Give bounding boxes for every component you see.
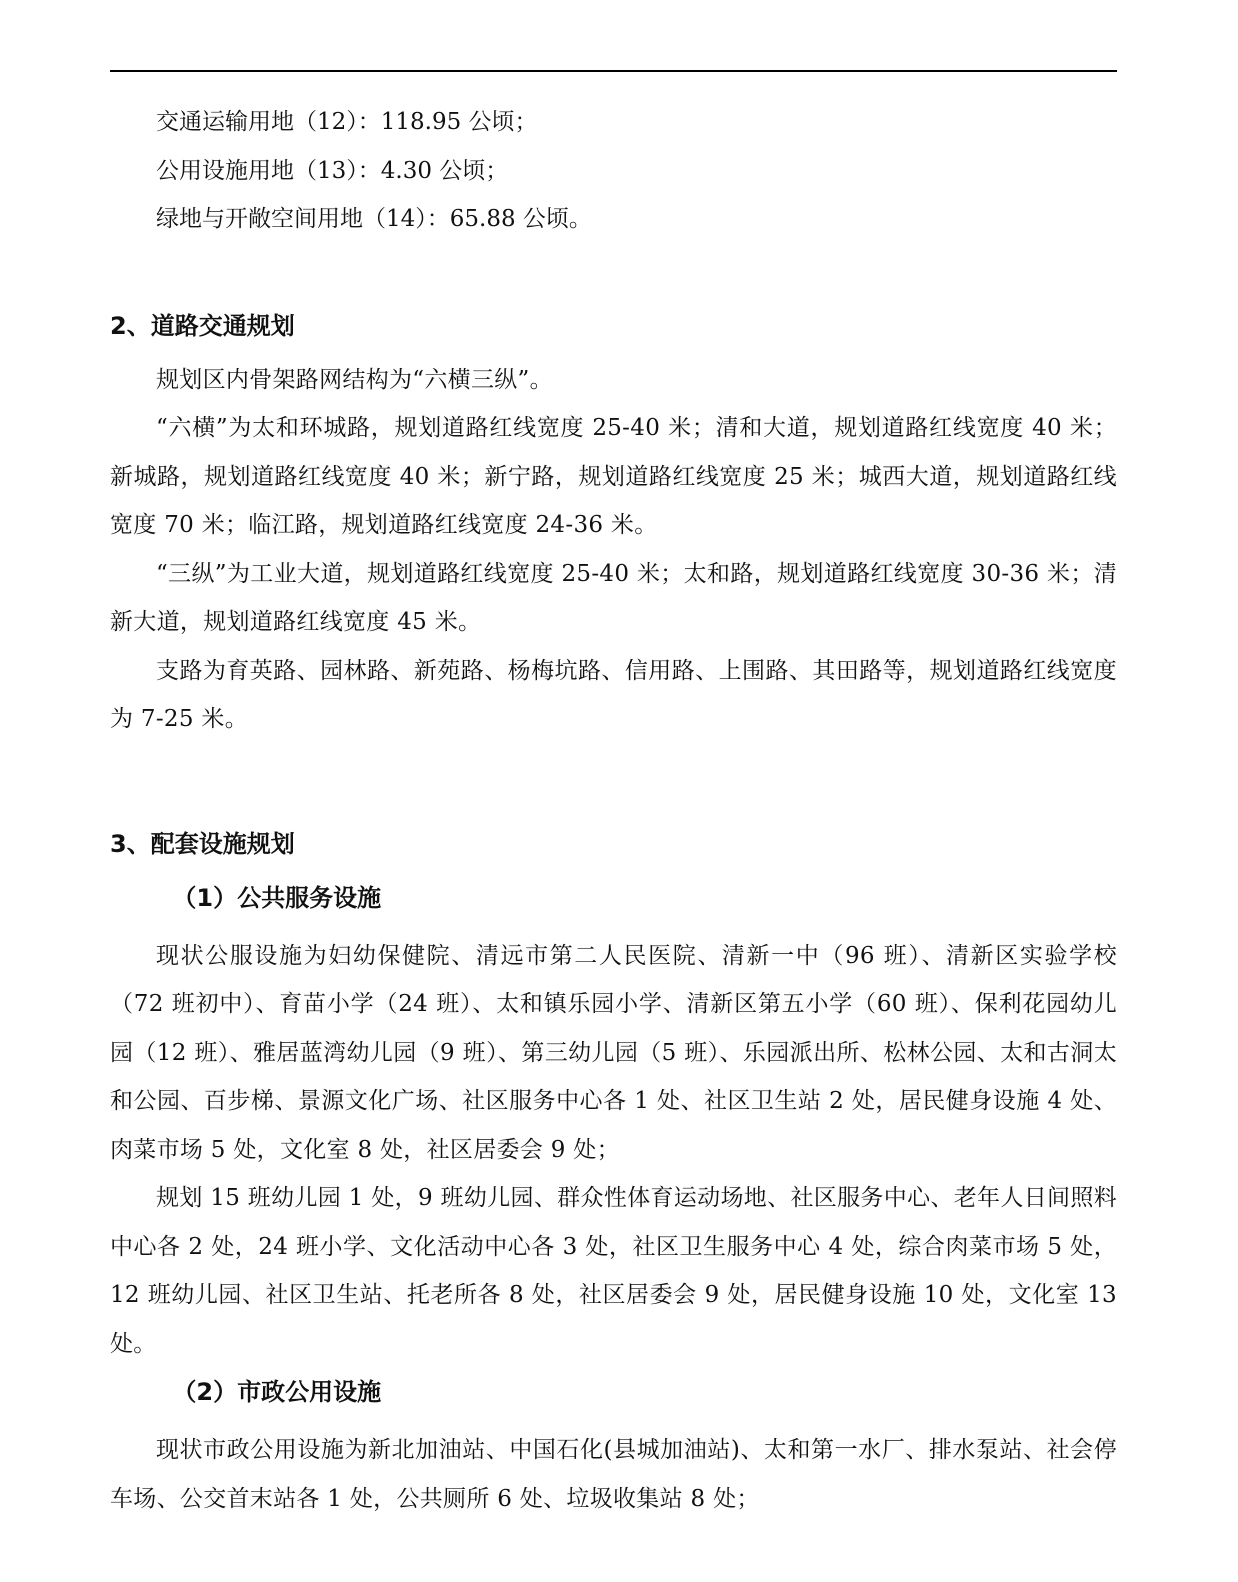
land-use-utilities: 公用设施用地（13）：4.30 公顷； (156, 157, 509, 184)
header-rule (110, 70, 1117, 72)
paragraph-existing-public-services: 现状公服设施为妇幼保健院、清远市第二人民医院、清新一中（96 班）、清新区实验学校（72 班初中）、育苗小学（24 班）、太和镇乐园小学、清新区第五小学（60 班）、保利花园幼儿园（12 班）、雅居蓝湾幼儿园（9 班）、第三幼儿园（5 班）、乐园派出所、松林公园、太和古洞太和公园、百步梯、景源文化广场、社区服务中心各 1 处、社区卫生站 2 处，居民健身设施 4 处、肉菜市场 5 处，文化室 8 处，社区居委会 9 处； (110, 942, 1117, 1163)
paragraph-three-vertical: “三纵”为工业大道，规划道路红线宽度 25-40 米；太和路，规划道路红线宽度 30-36 米；清新大道，规划道路红线宽度 45 米。 (110, 560, 1117, 635)
paragraph-planned-public-services: 规划 15 班幼儿园 1 处，9 班幼儿园、群众性体育运动场地、社区服务中心、老年人日间照料中心各 2 处，24 班小学、文化活动中心各 3 处，社区卫生服务中心 4 处，综合肉菜市场 5 处，12 班幼儿园、社区卫生站、托老所各 8 处，社区居委会 9 处，居民健身设施 10 处，文化室 13 处。 (110, 1185, 1117, 1357)
subsection-heading-public-services: （1）公共服务设施 (172, 883, 382, 912)
paragraph-existing-municipal-utilities: 现状市政公用设施为新北加油站、中国石化(县城加油站)、太和第一水厂、排水泵站、社会停车场、公交首末站各 1 处，公共厕所 6 处、垃圾收集站 8 处； (110, 1437, 1117, 1512)
paragraph-road-network: 规划区内骨架路网结构为“六横三纵”。 (156, 366, 553, 393)
land-use-transport: 交通运输用地（12）：118.95 公顷； (156, 109, 538, 135)
land-use-green-space: 绿地与开敞空间用地（14）：65.88 公顷。 (156, 206, 592, 232)
section-heading-facilities: 3、配套设施规划 (110, 829, 295, 858)
document-body (110, 98, 1117, 1523)
paragraph-branch-roads: 支路为育英路、园林路、新苑路、杨梅坑路、信用路、上围路、其田路等，规划道路红线宽度为 7-25 米。 (110, 657, 1117, 732)
section-heading-road-traffic: 2、道路交通规划 (110, 311, 295, 340)
subsection-heading-municipal-utilities: （2）市政公用设施 (172, 1378, 382, 1406)
paragraph-six-horizontal: “六横”为太和环城路，规划道路红线宽度 25-40 米；清和大道，规划道路红线宽度 40 米；新城路，规划道路红线宽度 40 米；新宁路，规划道路红线宽度 25 米；城西大道，规划道路红线宽度 70 米；临江路，规划道路红线宽度 24-36 米。 (110, 415, 1117, 538)
